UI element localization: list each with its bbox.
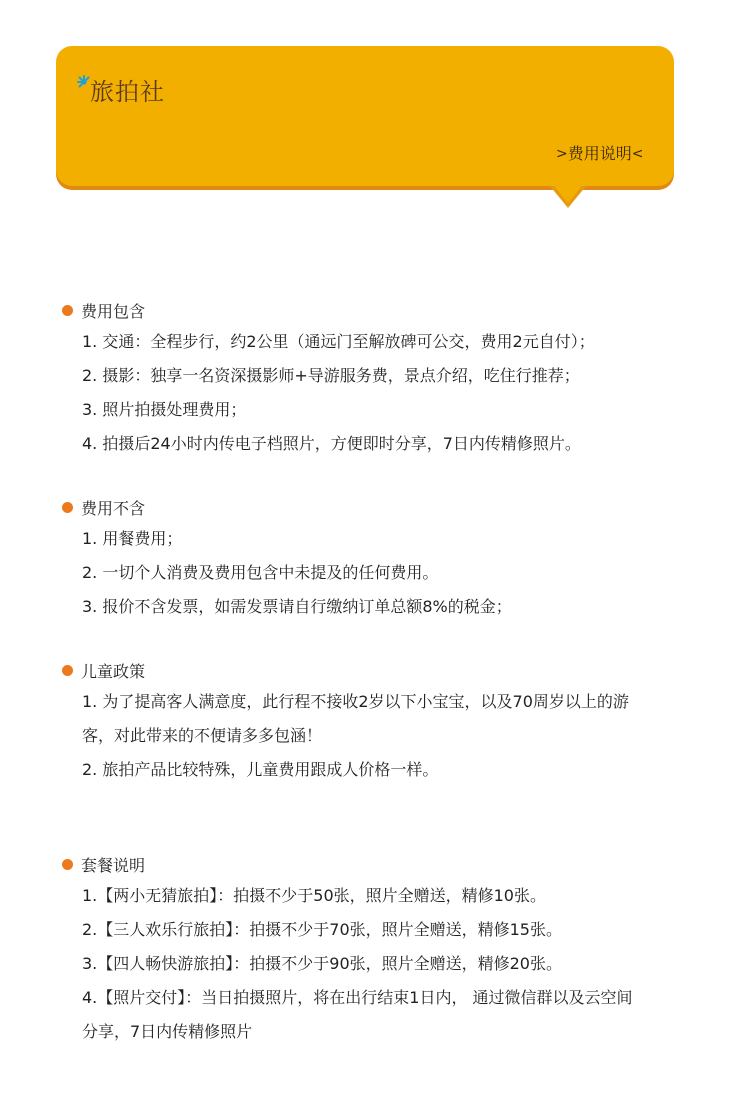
section-title: 费用不含 (81, 498, 146, 518)
section-heading (62, 853, 682, 875)
bullet-dot-icon (62, 305, 73, 316)
section-title: 套餐说明 (81, 855, 146, 875)
brand-logo (76, 64, 165, 104)
section-heading (62, 299, 682, 321)
list-item: 1. 交通：全程步行，约2公里（通远门至解放碑可公交，费用2元自付）； (82, 332, 595, 351)
section-title: 费用包含 (81, 301, 146, 321)
section-child-policy (62, 659, 682, 787)
brand-name: 旅拍社 (90, 78, 165, 106)
chevron-right-icon: > (556, 146, 568, 162)
list-item: 2. 一切个人消费及费用包含中未提及的任何费用。 (82, 563, 439, 582)
bullet-dot-icon (62, 859, 73, 870)
page-title (556, 146, 643, 162)
bullet-dot-icon (62, 502, 73, 513)
list-item: 1.【两小无猜旅拍】：拍摄不少于50张，照片全赠送，精修10张。 (82, 886, 546, 905)
section-fees-excluded (62, 496, 682, 624)
list-item: 2. 旅拍产品比较特殊，儿童费用跟成人价格一样。 (82, 760, 439, 779)
section-title: 儿童政策 (81, 661, 146, 681)
list-item: 4. 拍摄后24小时内传电子档照片，方便即时分享，7日内传精修照片。 (82, 434, 581, 453)
list-item: 3. 报价不含发票，如需发票请自行缴纳订单总额8%的税金； (82, 597, 512, 616)
section-package-info (62, 853, 682, 1049)
banner-pointer-fill (553, 184, 583, 203)
section-heading (62, 659, 682, 681)
list-item: 4.【照片交付】：当日拍摄照片，将在出行结束1日内， 通过微信群以及云空间分享，7日内传精修照片 (82, 988, 633, 1041)
page-title-label: 费用说明 (567, 144, 632, 163)
chevron-left-icon: < (631, 146, 644, 162)
list-item: 2. 摄影：独享一名资深摄影师+导游服务费，景点介绍，吃住行推荐； (82, 366, 580, 385)
list-item: 3. 照片拍摄处理费用； (82, 400, 247, 419)
bullet-dot-icon (62, 665, 73, 676)
list-item: 2.【三人欢乐行旅拍】：拍摄不少于70张，照片全赠送，精修15张。 (82, 920, 562, 939)
section-fees-included (62, 299, 682, 461)
list-item: 3.【四人畅快游旅拍】：拍摄不少于90张，照片全赠送，精修20张。 (82, 954, 562, 973)
section-heading (62, 496, 682, 518)
list-item: 1. 用餐费用； (82, 529, 183, 548)
list-item: 1. 为了提高客人满意度，此行程不接收2岁以下小宝宝，以及70周岁以上的游客，对此带来的不便请多多包涵！ (82, 692, 629, 745)
